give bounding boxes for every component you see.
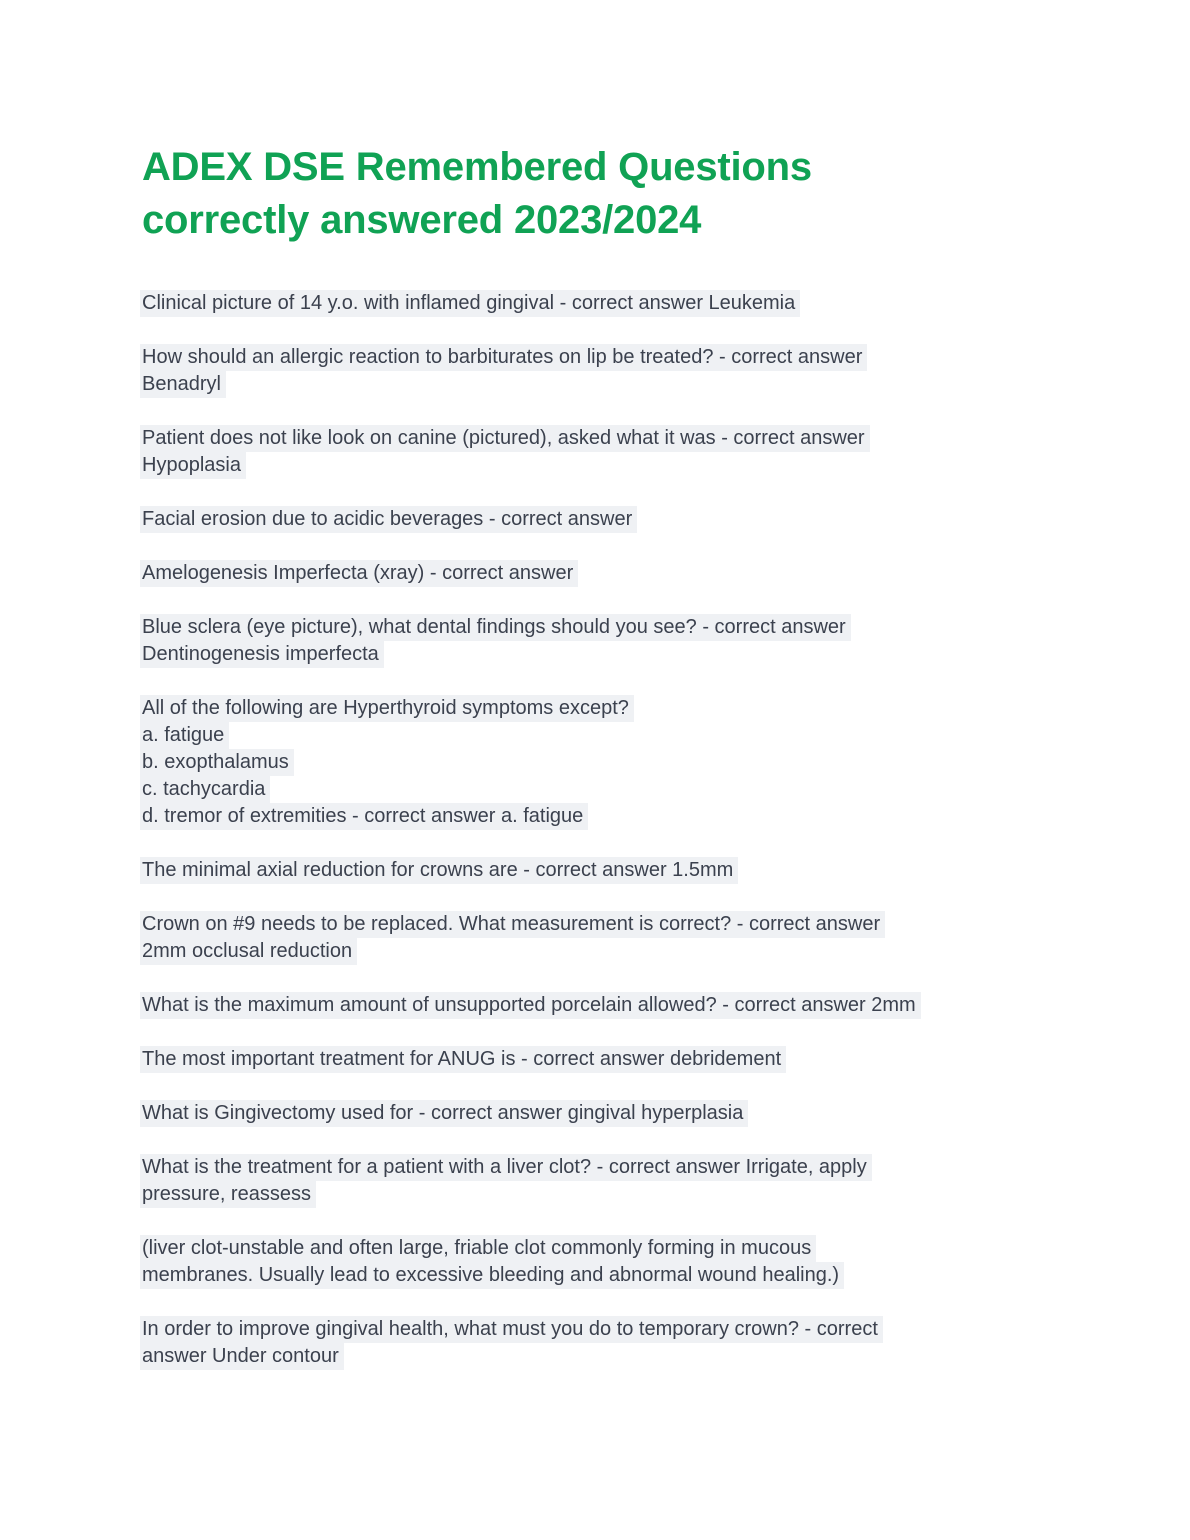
qa-line: Clinical picture of 14 y.o. with inflamed gingival - correct answer Leukemia (140, 290, 800, 317)
qa-line: What is the maximum amount of unsupported porcelain allowed? - correct answer 2mm (140, 992, 921, 1019)
qa-paragraph (142, 614, 1050, 668)
qa-paragraph (142, 1316, 1050, 1370)
qa-line: Hypoplasia (140, 452, 246, 479)
qa-paragraphs (142, 290, 1050, 1370)
qa-paragraph (142, 911, 1050, 965)
qa-line: 2mm occlusal reduction (140, 938, 357, 965)
qa-paragraph (142, 1046, 1050, 1073)
document-title-line-1: ADEX DSE Remembered Questions (142, 145, 812, 189)
qa-paragraph (142, 695, 1050, 830)
qa-paragraph (142, 857, 1050, 884)
qa-line: All of the following are Hyperthyroid symptoms except? (140, 695, 634, 722)
document-title (142, 141, 1050, 247)
qa-line: In order to improve gingival health, what must you do to temporary crown? - correct (140, 1316, 883, 1343)
qa-paragraph (142, 560, 1050, 587)
qa-paragraph (142, 1154, 1050, 1208)
qa-paragraph (142, 425, 1050, 479)
qa-line: answer Under contour (140, 1343, 344, 1370)
qa-line: The most important treatment for ANUG is - correct answer debridement (140, 1046, 786, 1073)
qa-line: What is Gingivectomy used for - correct answer gingival hyperplasia (140, 1100, 748, 1127)
qa-line: b. exopthalamus (140, 749, 294, 776)
qa-line: membranes. Usually lead to excessive bleeding and abnormal wound healing.) (140, 1262, 844, 1289)
qa-line: How should an allergic reaction to barbiturates on lip be treated? - correct answer (140, 344, 867, 371)
qa-line: Blue sclera (eye picture), what dental findings should you see? - correct answer (140, 614, 851, 641)
qa-line: Amelogenesis Imperfecta (xray) - correct answer (140, 560, 578, 587)
qa-paragraph (142, 992, 1050, 1019)
qa-paragraph (142, 506, 1050, 533)
qa-line: pressure, reassess (140, 1181, 316, 1208)
qa-paragraph (142, 290, 1050, 317)
qa-line: The minimal axial reduction for crowns are - correct answer 1.5mm (140, 857, 738, 884)
qa-line: What is the treatment for a patient with a liver clot? - correct answer Irrigate, apply (140, 1154, 872, 1181)
qa-paragraph (142, 344, 1050, 398)
qa-paragraph (142, 1100, 1050, 1127)
qa-line: c. tachycardia (140, 776, 270, 803)
qa-line: Benadryl (140, 371, 226, 398)
qa-line: d. tremor of extremities - correct answer a. fatigue (140, 803, 588, 830)
qa-line: Facial erosion due to acidic beverages - correct answer (140, 506, 637, 533)
qa-line: Dentinogenesis imperfecta (140, 641, 384, 668)
qa-line: a. fatigue (140, 722, 229, 749)
qa-line: (liver clot-unstable and often large, friable clot commonly forming in mucous (140, 1235, 816, 1262)
qa-paragraph (142, 1235, 1050, 1289)
qa-line: Patient does not like look on canine (pictured), asked what it was - correct answer (140, 425, 870, 452)
qa-line: Crown on #9 needs to be replaced. What measurement is correct? - correct answer (140, 911, 885, 938)
document-title-line-2: correctly answered 2023/2024 (142, 198, 702, 242)
